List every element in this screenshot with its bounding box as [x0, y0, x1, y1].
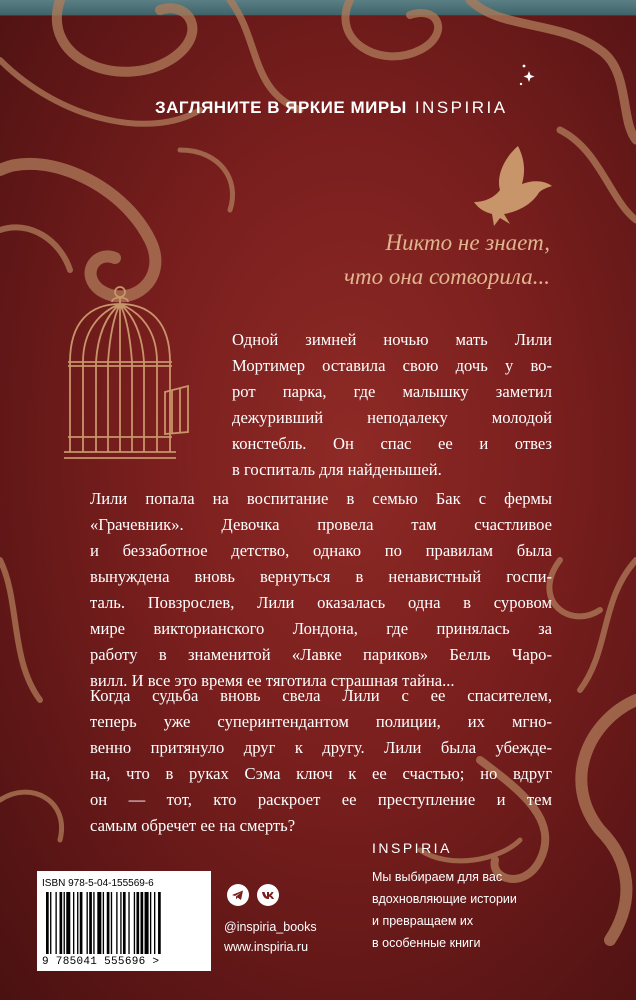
- blurb-paragraph-3: [90, 683, 552, 839]
- series-slogan-text: ЗАГЛЯНИТЕ В ЯРКИЕ МИРЫ: [155, 98, 407, 117]
- publisher-slogan-line: Мы выбираем для вас: [372, 870, 503, 884]
- social-handle[interactable]: @inspiria_books: [224, 920, 317, 934]
- series-brand: INSPIRIA: [414, 98, 508, 117]
- tagline: [250, 226, 550, 294]
- blurb-paragraph-1: [232, 327, 552, 483]
- website-link[interactable]: www.inspiria.ru: [224, 940, 309, 954]
- publisher-name: INSPIRIA: [372, 840, 452, 856]
- blurb-line: мире викторианского Лондона, где принялась за: [90, 619, 552, 638]
- barcode-digits: 9 785041 555696 >: [42, 956, 160, 968]
- blurb-line: венно притянуло друг к другу. Лили была убежде-: [90, 738, 552, 757]
- blurb-line: вынуждена вновь вернуться в ненавистный госпи-: [90, 567, 552, 586]
- blurb-line: констебль. Он спас ее и отвез: [232, 434, 552, 453]
- blurb-line: таль. Повзрослев, Лили оказалась одна в суровом: [90, 593, 552, 612]
- telegram-icon[interactable]: [227, 884, 249, 906]
- blurb-line: самым обречет ее на смерть?: [90, 816, 296, 835]
- bird-icon: [470, 140, 562, 230]
- publisher-slogan-line: в особенные книги: [372, 936, 481, 950]
- social-block: [224, 884, 374, 974]
- blurb-line: теперь уже суперинтендантом полиции, их мгно-: [90, 712, 552, 731]
- blurb-line: Когда судьба вновь свела Лили с ее спасителем,: [90, 686, 552, 705]
- publisher-slogan-line: и превращаем их: [372, 914, 474, 928]
- blurb-line: Одной зимней ночью мать Лили: [232, 330, 552, 349]
- blurb-line: на, что в руках Сэма ключ к ее счастью; но вдруг: [90, 764, 552, 783]
- publisher-block: [372, 840, 612, 954]
- birdcage-icon: [60, 282, 200, 467]
- blurb-line: «Грачевник». Девочка провела там счастливое: [90, 515, 552, 534]
- blurb-paragraph-2: [90, 486, 552, 694]
- blurb-line: Мортимер оставила свою дочь у во-: [232, 356, 552, 375]
- isbn-label: ISBN 978-5-04-155569-6: [42, 878, 154, 889]
- blurb-line: рот парка, где малышку заметил: [232, 382, 552, 401]
- blurb-line: и беззаботное детство, однако по правилам была: [90, 541, 552, 560]
- blurb-line: Лили попала на воспитание в семью Бак с фермы: [90, 489, 552, 508]
- blurb-line: он — тот, кто раскроет ее преступление и тем: [90, 790, 552, 809]
- series-slogan: [155, 98, 555, 128]
- publisher-slogan-line: вдохновляющие истории: [372, 892, 517, 906]
- blurb-line: дежуривший неподалеку молодой: [232, 408, 552, 427]
- blurb-line: вилл. И все это время ее тяготила страшная тайна...: [90, 671, 455, 690]
- tagline-line-1: Никто не знает,: [385, 230, 550, 255]
- blurb-line: в госпиталь для найденышей.: [232, 460, 442, 479]
- blurb-line: работу в знаменитой «Лавке париков» Белль Чаро-: [90, 645, 552, 664]
- sparkle-icon: [514, 62, 538, 88]
- tagline-line-2: что она сотворила...: [344, 264, 550, 289]
- vk-icon[interactable]: [257, 884, 279, 906]
- barcode: [42, 892, 202, 954]
